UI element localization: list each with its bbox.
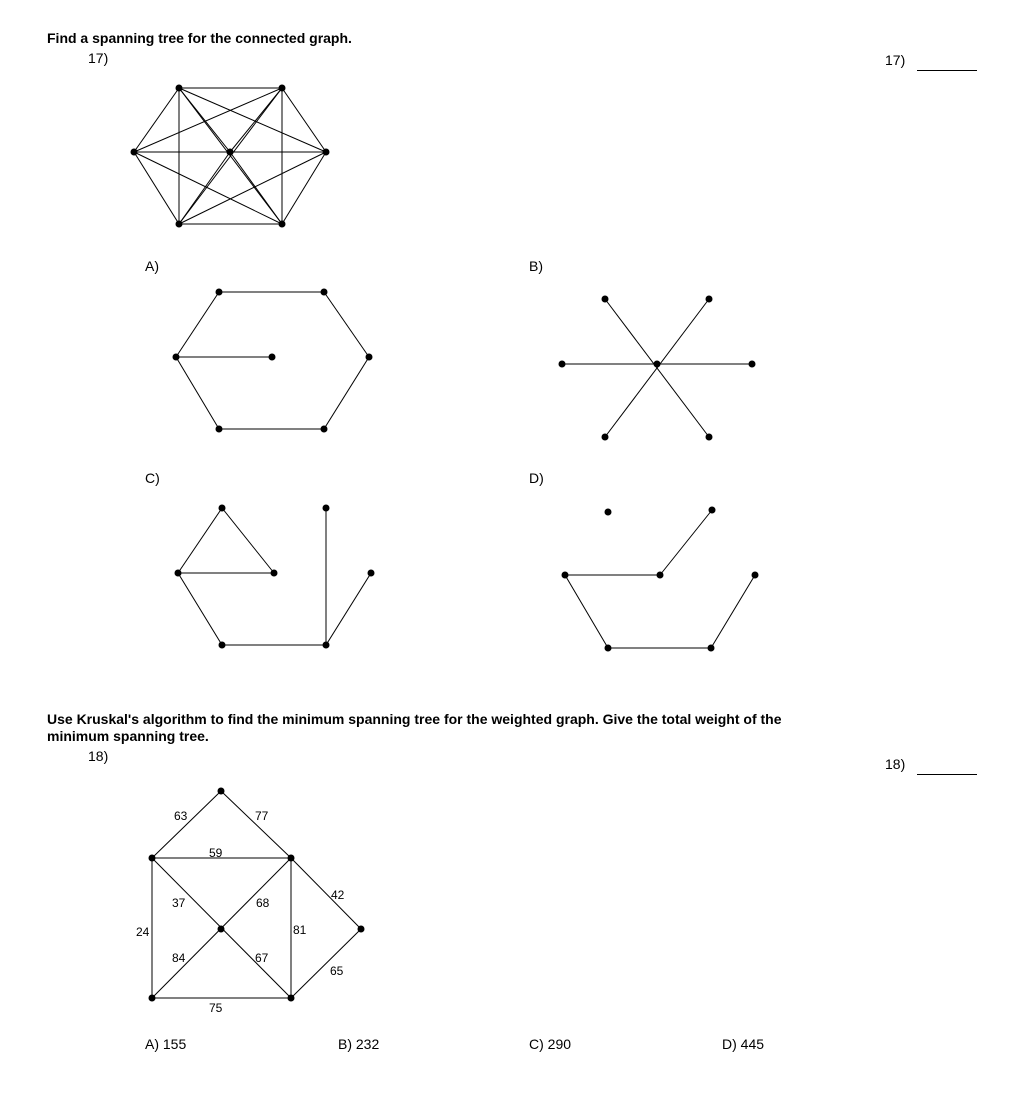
graph-edge bbox=[565, 575, 608, 648]
graph-edge bbox=[324, 357, 369, 429]
graph-vertex bbox=[279, 85, 286, 92]
graph-vertex bbox=[706, 296, 713, 303]
edge-weight: 65 bbox=[330, 964, 344, 978]
q18-number: 18) bbox=[88, 748, 109, 764]
graph-vertex bbox=[271, 570, 278, 577]
graph-vertex bbox=[706, 434, 713, 441]
edge-weight: 24 bbox=[136, 925, 150, 939]
graph-vertex bbox=[216, 426, 223, 433]
graph-edge bbox=[176, 357, 219, 429]
edge-weight: 81 bbox=[293, 923, 307, 937]
graph-vertex bbox=[605, 509, 612, 516]
graph-vertex bbox=[227, 149, 234, 156]
edge-weight: 68 bbox=[256, 896, 270, 910]
q17-main-graph bbox=[131, 85, 330, 228]
graph-vertex bbox=[602, 434, 609, 441]
graph-vertex bbox=[366, 354, 373, 361]
q17-option-c-label[interactable]: C) bbox=[145, 470, 160, 486]
graph-edge bbox=[176, 292, 219, 357]
graph-edge bbox=[178, 573, 222, 645]
q17-option-b-label[interactable]: B) bbox=[529, 258, 543, 274]
graph-vertex bbox=[218, 926, 225, 933]
graph-edge bbox=[179, 152, 230, 224]
graph-vertex bbox=[657, 572, 664, 579]
graph-edge bbox=[711, 575, 755, 648]
graph-vertex bbox=[149, 995, 156, 1002]
graph-vertex bbox=[605, 645, 612, 652]
q18-option-c[interactable]: C) 290 bbox=[529, 1036, 572, 1052]
graph-vertex bbox=[654, 361, 661, 368]
graph-vertex bbox=[149, 855, 156, 862]
edge-weight: 42 bbox=[331, 888, 345, 902]
graph-vertex bbox=[602, 296, 609, 303]
graph-vertex bbox=[323, 149, 330, 156]
graph-vertex bbox=[219, 505, 226, 512]
q17-answer-number: 17) bbox=[885, 52, 906, 68]
graph-vertex bbox=[323, 505, 330, 512]
graph-vertex bbox=[131, 149, 138, 156]
q17-option-d-label[interactable]: D) bbox=[529, 470, 544, 486]
edge-weight: 84 bbox=[172, 951, 186, 965]
graph-vertex bbox=[321, 426, 328, 433]
edge-weight: 75 bbox=[209, 1001, 223, 1015]
graph-vertex bbox=[709, 507, 716, 514]
graph-vertex bbox=[269, 354, 276, 361]
graph-vertex bbox=[175, 570, 182, 577]
graph-vertex bbox=[368, 570, 375, 577]
q17-option-b-graph bbox=[559, 296, 756, 441]
graph-edge bbox=[291, 929, 361, 998]
graph-vertex bbox=[562, 572, 569, 579]
q17-option-a-graph bbox=[173, 289, 373, 433]
graph-vertex bbox=[559, 361, 566, 368]
graph-edge bbox=[324, 292, 369, 357]
graph-vertex bbox=[358, 926, 365, 933]
edge-weight: 59 bbox=[209, 846, 223, 860]
graph-edge bbox=[221, 791, 291, 858]
graph-edge bbox=[222, 508, 274, 573]
q17-option-d-graph bbox=[562, 507, 759, 652]
graph-vertex bbox=[279, 221, 286, 228]
graph-vertex bbox=[176, 85, 183, 92]
graph-vertex bbox=[749, 361, 756, 368]
graph-vertex bbox=[216, 289, 223, 296]
graph-edge bbox=[178, 508, 222, 573]
graph-vertex bbox=[288, 855, 295, 862]
graph-edge bbox=[326, 573, 371, 645]
graph-edge bbox=[291, 858, 361, 929]
q18-weighted-graph bbox=[136, 788, 365, 1016]
graph-edge bbox=[230, 152, 282, 224]
q18-option-a[interactable]: A) 155 bbox=[145, 1036, 187, 1052]
q18-option-d[interactable]: D) 445 bbox=[722, 1036, 765, 1052]
graph-vertex bbox=[321, 289, 328, 296]
graph-edge bbox=[660, 510, 712, 575]
q17-number: 17) bbox=[88, 50, 109, 66]
edge-weight: 67 bbox=[255, 951, 269, 965]
graph-vertex bbox=[288, 995, 295, 1002]
graph-vertex bbox=[173, 354, 180, 361]
q17-option-c-graph bbox=[175, 505, 375, 649]
graph-vertex bbox=[218, 788, 225, 795]
graph-vertex bbox=[176, 221, 183, 228]
q17-option-a-label[interactable]: A) bbox=[145, 258, 159, 274]
graph-vertex bbox=[219, 642, 226, 649]
q18-instruction-line1: Use Kruskal's algorithm to find the minimum spanning tree for the weighted graph. Give the total weight of the bbox=[47, 711, 782, 727]
graph-vertex bbox=[752, 572, 759, 579]
graph-vertex bbox=[323, 642, 330, 649]
edge-weight: 63 bbox=[174, 809, 188, 823]
graph-vertex bbox=[708, 645, 715, 652]
q18-option-b[interactable]: B) 232 bbox=[338, 1036, 380, 1052]
edge-weight: 37 bbox=[172, 896, 186, 910]
edge-weight: 77 bbox=[255, 809, 269, 823]
q18-instruction-line2: minimum spanning tree. bbox=[47, 728, 209, 744]
q18-answer-blank[interactable] bbox=[917, 774, 977, 775]
q18-answer-number: 18) bbox=[885, 756, 906, 772]
q17-instruction: Find a spanning tree for the connected graph. bbox=[47, 30, 352, 46]
